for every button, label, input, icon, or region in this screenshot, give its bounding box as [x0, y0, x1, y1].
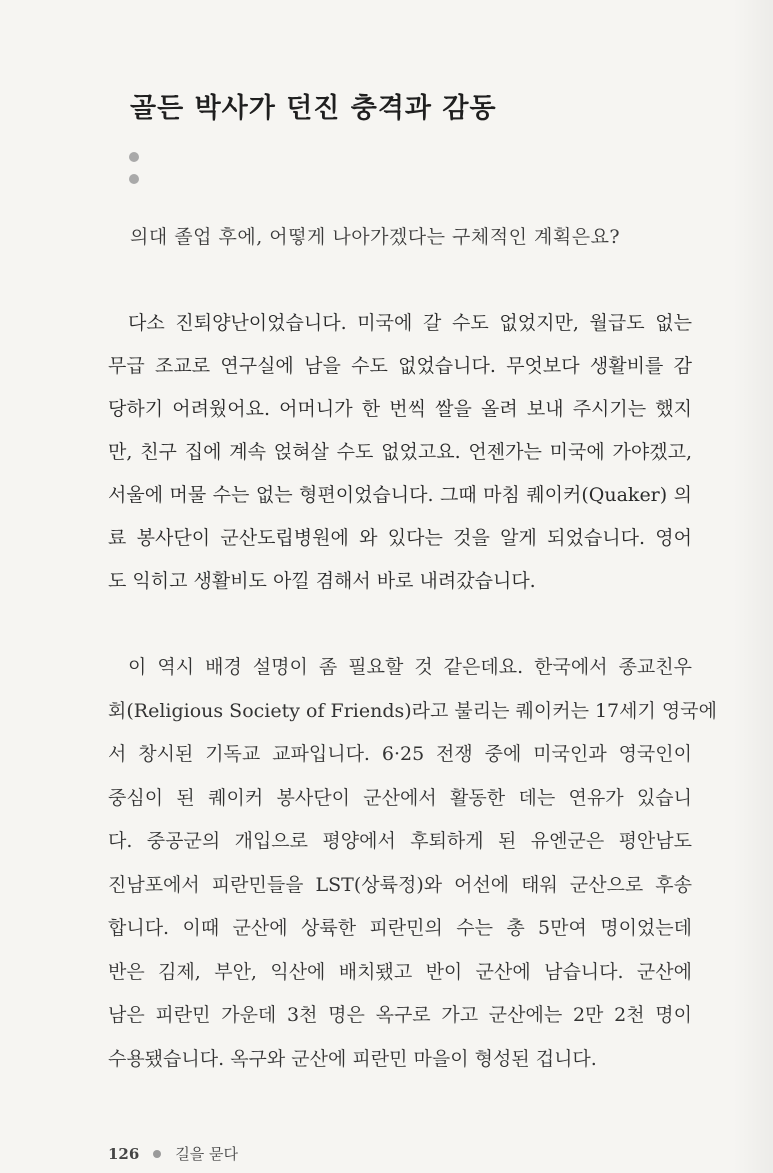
background-explanation [108, 646, 717, 1081]
explain-line: 남은 피란민 가운데 3천 명은 옥구로 가고 군산에는 2만 2천 명이 [108, 1004, 692, 1026]
page-edge-shadow [733, 0, 773, 1173]
page-footer [108, 1143, 238, 1164]
footer-dot [153, 1150, 161, 1158]
explain-line: 진남포에서 피란민들을 LST(상륙정)와 어선에 태워 군산으로 후송 [108, 873, 692, 896]
interview-question: 의대 졸업 후에, 어떻게 나아가겠다는 구체적인 계획은요? [130, 226, 621, 248]
interview-answer [108, 302, 692, 603]
answer-line: 만, 친구 집에 계속 얹혀살 수도 없었고요. 언젠가는 미국에 가야겠고, [108, 441, 692, 463]
answer-line: 료 봉사단이 군산도립병원에 와 있다는 것을 알게 되었습니다. 영어 [108, 527, 692, 549]
answer-line: 서울에 머물 수는 없는 형편이었습니다. 그때 마침 퀘이커(Quaker) 의 [108, 484, 692, 506]
explain-line: 반은 김제, 부안, 익산에 배치됐고 반이 군산에 남습니다. 군산에 [108, 960, 692, 983]
answer-line: 도 익히고 생활비도 아낄 겸해서 바로 내려갔습니다. [108, 570, 536, 592]
page-number: 126 [108, 1144, 140, 1163]
answer-line: 다소 진퇴양난이었습니다. 미국에 갈 수도 없었지만, 월급도 없는 [128, 312, 692, 334]
explain-line: 회(Religious Society of Friends)라고 불리는 퀘이커는 17세기 영국에 [108, 699, 717, 722]
explain-line: 서 창시된 기독교 교파입니다. 6·25 전쟁 중에 미국인과 영국인이 [108, 743, 692, 765]
ornament-dots [129, 152, 139, 196]
explain-line: 합니다. 이때 군산에 상륙한 피란민의 수는 총 5만여 명이었는데 [108, 917, 692, 939]
answer-line: 무급 조교로 연구실에 남을 수도 없었습니다. 무엇보다 생활비를 감 [108, 355, 692, 377]
running-title: 길을 묻다 [175, 1145, 239, 1163]
explain-line: 다. 중공군의 개입으로 평양에서 후퇴하게 된 유엔군은 평안남도 [108, 830, 692, 852]
ornament-dot [129, 152, 139, 162]
answer-line: 당하기 어려웠어요. 어머니가 한 번씩 쌀을 올려 보내 주시기는 했지 [108, 398, 692, 420]
explain-line: 이 역시 배경 설명이 좀 필요할 것 같은데요. 한국에서 종교친우 [128, 656, 692, 678]
explain-line: 수용됐습니다. 옥구와 군산에 피란민 마을이 형성된 겁니다. [108, 1047, 597, 1070]
section-heading: 골든 박사가 던진 충격과 감동 [130, 93, 497, 124]
explain-line: 중심이 된 퀘이커 봉사단이 군산에서 활동한 데는 연유가 있습니 [108, 786, 692, 809]
ornament-dot [129, 174, 139, 184]
